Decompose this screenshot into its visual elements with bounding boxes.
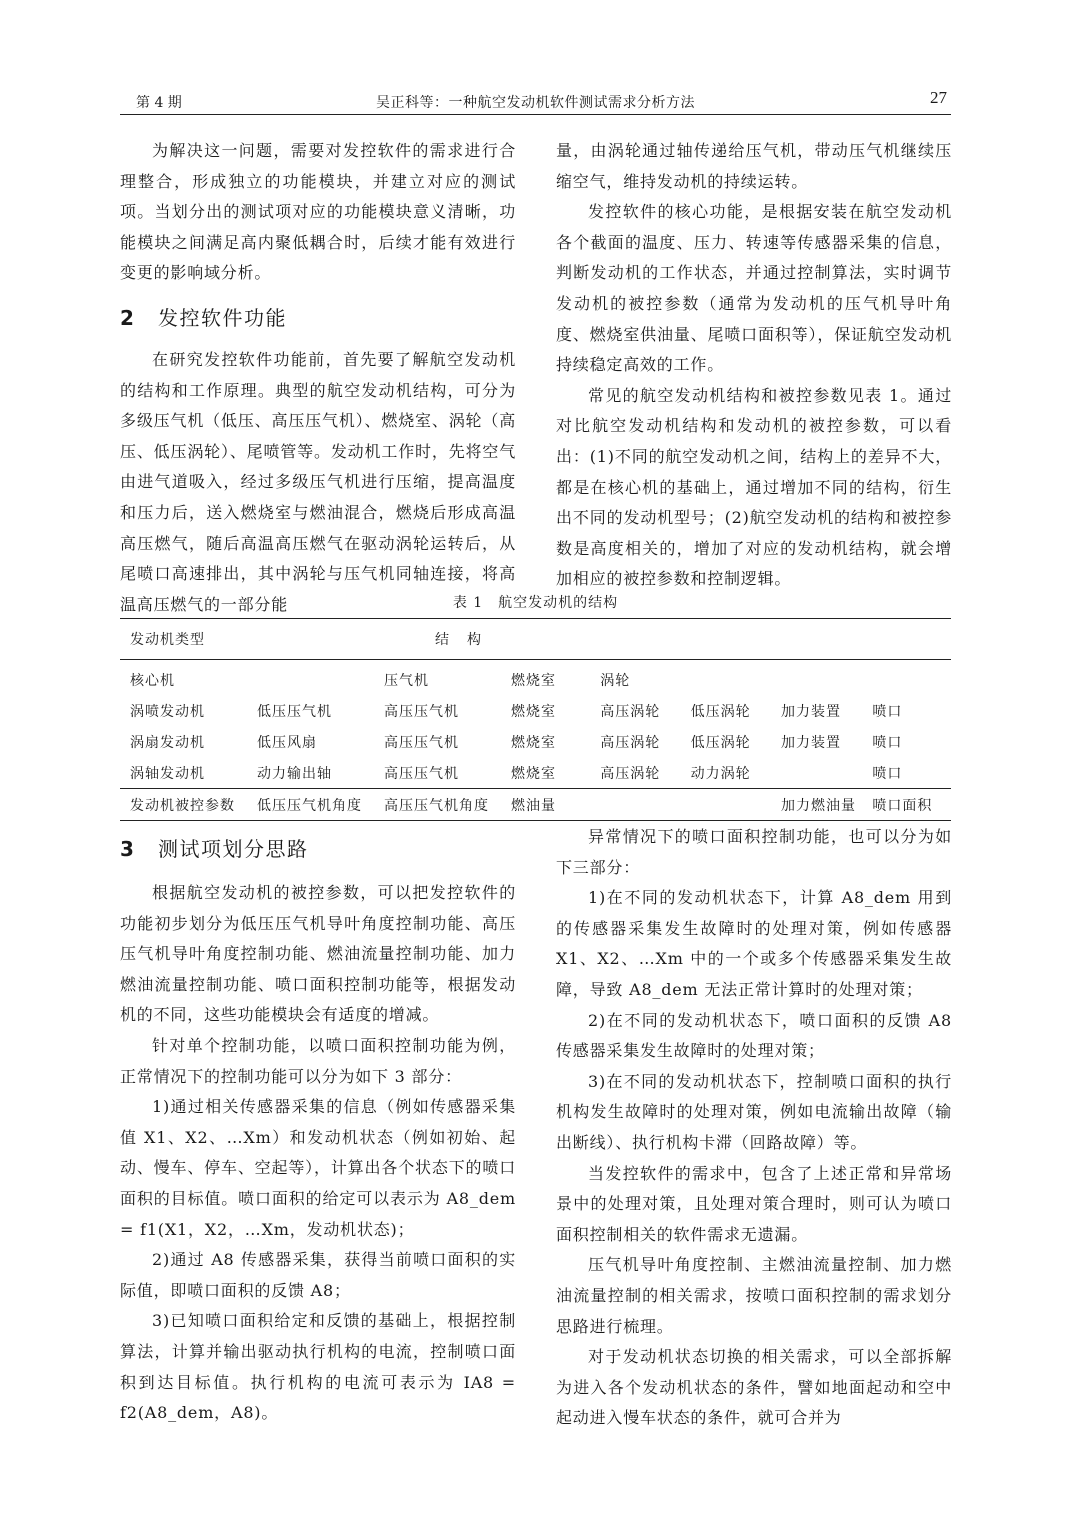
paragraph: 2)在不同的发动机状态下，喷口面积的反馈 A8 传感器采集发生故障时的处理对策； [556,1010,952,1061]
table-cell: 核心机 [130,672,175,689]
table-cell: 高压压气机 [384,734,460,751]
table-row-controlled-params [120,789,951,821]
left-column-bottom [120,834,516,1429]
table-cell: 涡扇发动机 [130,734,205,751]
table-cell: 加力装置 [780,703,841,720]
table-cell [771,660,862,696]
table-cell: 高压压气机 [384,703,460,720]
table-cell: 涡轮 [600,672,631,689]
right-column-top [556,136,952,595]
paragraph: 3)已知喷口面积给定和反馈的基础上，根据控制算法，计算并输出驱动执行机构的电流，控制喷口面积到达目标值。执行机构的电流可表示为 IA8 = f2(A8_dem，A8)。 [120,1311,516,1423]
table-cell: 喷口 [872,734,903,751]
section-title: 测试项划分思路 [158,837,309,861]
table-cell: 涡喷发动机 [130,703,205,720]
table-header-row [120,619,951,660]
paragraph: 对于发动机状态切换的相关需求，可以全部拆解为进入各个发动机状态的条件，譬如地面起动和空中起动进入慢车状态的条件，就可合并为 [556,1347,952,1428]
table-cell [771,757,862,789]
left-column-top [120,136,516,620]
table-cell: 燃烧室 [511,734,557,751]
table-row [120,757,951,789]
issue-number: 第 4 期 [136,95,182,111]
paragraph: 根据航空发动机的被控参数，可以把发控软件的功能初步划分为低压压气机导叶角度控制功能、高压压气机导叶角度控制功能、燃油流量控制功能、加力燃油流量控制功能、喷口面积控制功能等，根据发动机的不同，这些功能模块会有适度的增减。 [120,883,516,1025]
page-number: 27 [930,88,947,107]
table-cell: 加力装置 [780,734,841,751]
paragraph: 1)通过相关传感器采集的信息（例如传感器采集值 X1、X2、…Xm）和发动机状态（例如初始、起动、慢车、停车、空起等），计算出各个状态下的喷口面积的目标值。喷口面积的给定可以表示为 A8_dem = f1(X1，X2，…Xm，发动机状态)； [120,1097,516,1239]
table-cell [862,660,951,696]
paragraph: 常见的航空发动机结构和被控参数见表 1。通过对比航空发动机结构和发动机的被控参数，可以看出：(1)不同的航空发动机之间，结构上的差异不大，都是在核心机的基础上，通过增加不同的结构，衍生出不同的发动机型号；(2)航空发动机的结构和被控参数是高度相关的，增加了对应的发动机结构，就会增加相应的被控参数和控制逻辑。 [556,385,952,589]
table-cell: 低压涡轮 [690,734,751,751]
table-row [120,695,951,726]
table-cell [590,789,680,821]
paragraph: 发控软件的核心功能，是根据安装在航空发动机各个截面的温度、压力、转速等传感器采集的信息，判断发动机的工作状态，并通过控制算法，实时调节发动机的被控参数（通常为发动机的压气机导叶角度、燃烧室供油量、尾喷口面积等），保证航空发动机持续稳定高效的工作。 [556,202,952,375]
table-cell: 燃油量 [511,797,557,814]
table-row [120,726,951,757]
table-cell: 高压涡轮 [600,703,661,720]
running-title: 吴正科等：一种航空发动机软件测试需求分析方法 [376,95,695,111]
table-cell: 喷口面积 [872,797,933,814]
table-cell [681,660,771,696]
table-cell: 燃烧室 [511,703,557,720]
paragraph: 3)在不同的发动机状态下，控制喷口面积的执行机构发生故障时的处理对策，例如电流输出故障（输出断线）、执行机构卡滞（回路故障）等。 [556,1071,952,1152]
table-cell: 压气机 [384,672,430,689]
table-cell: 涡轴发动机 [130,765,205,782]
paragraph: 2)通过 A8 传感器采集，获得当前喷口面积的实际值，即喷口面积的反馈 A8； [120,1250,516,1300]
table-cell: 低压涡轮 [690,703,751,720]
table-cell: 低压风扇 [257,734,318,751]
table-cell: 燃烧室 [511,672,557,689]
paragraph: 量，由涡轮通过轴传递给压气机，带动压气机继续压缩空气，维持发动机的持续运转。 [556,141,952,191]
section-heading-3 [120,834,516,864]
table-cell: 发动机被控参数 [130,797,235,814]
table-cell: 低压压气机角度 [257,797,363,814]
paragraph: 为解决这一问题，需要对发控软件的需求进行合理整合，形成独立的功能模块，并建立对应的测试项。当划分出的测试项对应的功能模块意义清晰，功能模块之间满足高内聚低耦合时，后续才能有效进行变更的影响域分析。 [120,141,516,283]
table-cell: 加力燃油量 [780,797,856,814]
section-number: 2 [120,305,136,330]
table-cell [681,789,771,821]
engine-structure-table [120,618,951,821]
section-heading-2 [120,303,516,333]
section-number: 3 [120,837,136,861]
table-cell: 喷口 [872,765,903,782]
table-cell: 低压压气机 [257,703,333,720]
running-header [120,88,951,115]
table-cell: 高压压气机 [384,765,460,782]
paragraph: 压气机导叶角度控制、主燃油流量控制、加力燃油流量控制的相关需求，按喷口面积控制的需求划分思路进行梳理。 [556,1255,952,1336]
table-caption: 表 1 航空发动机的结构 [452,595,619,611]
column-header-structure: 结构 [435,632,500,648]
right-column-bottom [556,822,952,1434]
paragraph: 在研究发控软件功能前，首先要了解航空发动机的结构和工作原理。典型的航空发动机结构，可分为多级压气机（低压、高压压气机）、燃烧室、涡轮（高压、低压涡轮）、尾喷管等。发动机工作时，先将空气由进气道吸入，经过多级压气机进行压缩，提高温度和压力后，送入燃烧室与燃油混合，燃烧后形成高温高压燃气，随后高温高压燃气在驱动涡轮运转后，从尾喷口高速排出，其中涡轮与压气机同轴连接，将高温高压燃气的一部分能 [120,349,516,614]
paragraph: 当发控软件的需求中，包含了上述正常和异常场景中的处理对策，且处理对策合理时，则可认为喷口面积控制相关的软件需求无遗漏。 [556,1163,952,1244]
table-cell: 高压涡轮 [600,734,661,751]
table-cell: 动力涡轮 [690,765,751,782]
table-cell: 喷口 [872,703,903,720]
table-cell [247,660,374,696]
paragraph: 针对单个控制功能，以喷口面积控制功能为例，正常情况下的控制功能可以分为如下 3 部分： [120,1035,516,1086]
table-cell: 高压压气机角度 [384,797,490,814]
table-cell: 燃烧室 [511,765,557,782]
table-row [120,660,951,696]
paragraph: 1)在不同的发动机状态下，计算 A8_dem 用到的传感器采集发生故障时的处理对策，例如传感器 X1、X2、…Xm 中的一个或多个传感器采集发生故障，导致 A8_dem 无法正常计算时的处理对策； [556,888,952,999]
table-cell: 动力输出轴 [257,765,333,782]
column-header-type: 发动机类型 [130,632,205,648]
table-cell: 高压涡轮 [600,765,661,782]
section-title: 发控软件功能 [158,305,287,330]
paragraph: 异常情况下的喷口面积控制功能，也可以分为如下三部分： [556,827,952,877]
